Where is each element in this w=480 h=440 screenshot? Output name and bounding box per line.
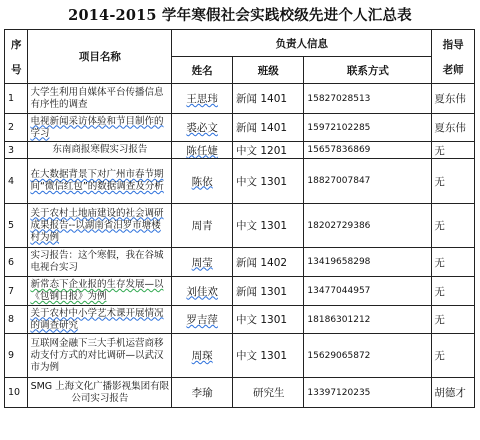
row-project [28,306,172,334]
row-name-text: 周莹 [191,256,213,269]
row-no: 5 [5,204,28,248]
row-advisor: 无 [432,159,475,204]
row-class: 研究生 [233,378,304,408]
row-name: 李瑜 [172,378,233,408]
row-phone: 13419658298 [304,248,432,277]
table-row [5,84,475,114]
row-project: SMG 上海文化广播影视集团有限公司实习报告 [28,378,172,408]
table-row [5,142,475,159]
header-advisor-line2: 老师 [442,63,464,76]
table-row [5,378,475,408]
row-name: 周青 [172,204,233,248]
row-project-text: 电视新闻采访体验和节目制作的学习 [30,115,164,139]
row-no: 8 [5,306,28,334]
row-phone: 18186301212 [304,306,432,334]
row-project [28,277,172,306]
header-project: 项目名称 [28,30,172,84]
row-name [172,248,233,277]
row-project [28,204,172,248]
row-name-text: 周琛 [191,350,213,362]
table-row [5,334,475,378]
header-leader-group: 负责人信息 [172,30,432,57]
row-no: 7 [5,277,28,306]
table-row [5,204,475,248]
row-name [172,114,233,142]
row-phone: 13397120235 [304,378,432,408]
row-advisor: 无 [432,277,475,306]
row-project [28,114,172,142]
row-project [28,159,172,204]
row-no: 1 [5,84,28,114]
header-no [5,30,28,84]
row-class: 新闻 1402 [233,248,304,277]
row-project: 实习报告：这个寒假，我在谷城电视台实习 [28,248,172,277]
header-class: 班级 [233,57,304,84]
row-no: 4 [5,159,28,204]
row-name [172,277,233,306]
row-name-text: 罗吉萍 [186,314,218,326]
row-project: 东南商报寒假实习报告 [28,142,172,159]
row-name-text: 刘佳欢 [186,285,218,298]
row-advisor: 夏东伟 [432,114,475,142]
row-project-text: 新常态下企业报的生存发展—以《包钢日报》为例 [30,279,164,302]
row-advisor: 胡德才 [432,378,475,408]
header-advisor-line1: 指导 [442,38,464,51]
row-name-text: 陈依 [191,175,213,188]
row-name [172,159,233,204]
table-row [5,114,475,142]
row-project: 大学生利用自媒体平台传播信息有序性的调查 [28,84,172,114]
header-contact: 联系方式 [304,57,432,84]
row-project-text: 关于农村土地庙建设的社会调研成果报告--以湖南省汨罗市塘楼村为例 [30,207,164,243]
row-class: 中文 1301 [233,159,304,204]
table-row [5,277,475,306]
row-name-text: 王思玮 [186,93,218,105]
page-title: 2014-2015 学年寒假社会实践校级先进个人汇总表 [68,7,412,24]
row-phone: 18827007847 [304,159,432,204]
row-phone: 15972102285 [304,114,432,142]
row-no: 10 [5,378,28,408]
row-phone: 15629065872 [304,334,432,378]
row-name-text: 裘必文 [186,122,218,134]
row-phone: 15827028513 [304,84,432,114]
table-row [5,306,475,334]
row-advisor: 无 [432,334,475,378]
row-name [172,142,233,159]
row-advisor: 无 [432,142,475,159]
header-name: 姓名 [172,57,233,84]
row-class: 新闻 1401 [233,114,304,142]
header-no-line1: 序 [10,38,22,51]
row-no: 9 [5,334,28,378]
row-advisor: 无 [432,248,475,277]
row-name [172,334,233,378]
table-row [5,248,475,277]
row-no: 2 [5,114,28,142]
header-no-line2: 号 [10,63,22,76]
row-project: 互联网金融下三大手机运营商移动支付方式的对比调研—以武汉市为例 [28,334,172,378]
row-name [172,84,233,114]
row-name-text: 陈任婕 [186,144,218,157]
row-class: 中文 1301 [233,334,304,378]
row-class: 中文 1301 [233,204,304,248]
row-project-text: 在大数据背景下对广州市春节期间“微信红包”的数据调查及分析 [30,169,164,192]
row-class: 中文 1201 [233,142,304,159]
table-row [5,159,475,204]
row-advisor: 无 [432,204,475,248]
header-advisor [432,30,475,84]
row-name [172,306,233,334]
summary-table [4,29,475,408]
row-class: 新闻 1301 [233,277,304,306]
row-class: 新闻 1401 [233,84,304,114]
row-advisor: 无 [432,306,475,334]
row-advisor: 夏东伟 [432,84,475,114]
row-no: 6 [5,248,28,277]
row-project-text: 关于农村中小学艺术课开展情况的调查研究 [30,307,164,331]
row-phone: 18202729386 [304,204,432,248]
row-phone: 15657836869 [304,142,432,159]
row-no: 3 [5,142,28,159]
row-phone: 13477044957 [304,277,432,306]
row-class: 中文 1301 [233,306,304,334]
